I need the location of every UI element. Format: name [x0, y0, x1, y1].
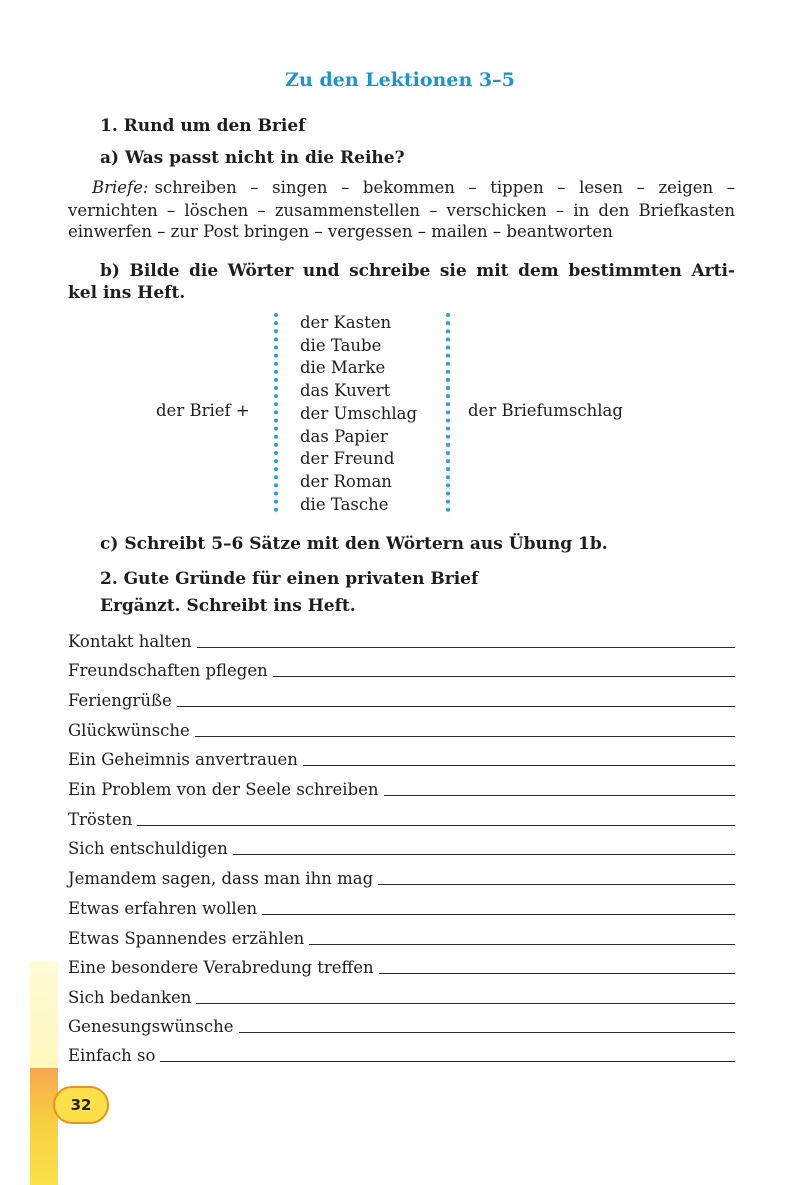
briefe-label: Briefe: — [92, 178, 149, 197]
answer-line[interactable] — [177, 706, 735, 707]
answer-line[interactable] — [196, 1003, 735, 1004]
answer-line[interactable] — [160, 1061, 735, 1062]
exercise-1a-line-3: einwerfen – zur Post bringen – vergessen – mailen – beantworten — [68, 222, 613, 241]
reason-row — [68, 777, 735, 799]
reason-label: Kontakt halten — [68, 632, 192, 651]
answer-line[interactable] — [303, 765, 735, 766]
reason-label: Ein Problem von der Seele schreiben — [68, 780, 379, 799]
answer-line[interactable] — [195, 736, 735, 737]
reason-label: Etwas Spannendes erzählen — [68, 929, 305, 948]
reason-row — [68, 1043, 735, 1065]
exercise-1a-line-2: vernichten – löschen – zusammenstellen – verschicken – in den Briefkasten — [68, 201, 735, 220]
reason-label: Feriengrüße — [68, 691, 172, 710]
reason-row — [68, 658, 735, 680]
reason-row — [68, 926, 735, 948]
answer-line[interactable] — [233, 854, 735, 855]
answer-line[interactable] — [273, 676, 735, 677]
exercise-1b-heading-line-2: kel ins Heft. — [68, 283, 186, 303]
reason-row — [68, 807, 735, 829]
answer-line[interactable] — [379, 973, 735, 974]
word-item: die Taube — [300, 335, 382, 355]
answer-line[interactable] — [197, 647, 735, 648]
reason-label: Sich bedanken — [68, 988, 192, 1007]
right-dotted-divider — [446, 313, 450, 512]
exercise-1a-text-1: schreiben – singen – bekommen – tippen – lesen – zeigen – — [154, 178, 735, 197]
left-dotted-divider — [274, 313, 278, 512]
exercise-1b-heading-line-1: b) Bilde die Wörter und schreibe sie mit dem bestimmten Arti- — [100, 261, 735, 281]
answer-line[interactable] — [137, 825, 735, 826]
reason-row — [68, 718, 735, 740]
word-item: der Roman — [300, 471, 392, 491]
exercise-2-heading: 2. Gute Gründe für einen privaten Brief — [100, 569, 479, 589]
base-word: der Brief + — [156, 401, 250, 420]
reason-label: Freundschaften pflegen — [68, 661, 268, 680]
reason-label: Einfach so — [68, 1046, 156, 1065]
reason-row — [68, 1014, 735, 1036]
word-item: die Tasche — [300, 494, 389, 514]
reason-label: Glückwünsche — [68, 721, 190, 740]
exercise-2-instruction: Ergänzt. Schreibt ins Heft. — [100, 596, 356, 616]
reason-row — [68, 955, 735, 977]
reason-label: Eine besondere Verabredung treffen — [68, 958, 374, 977]
page-title: Zu den Lektionen 3–5 — [285, 69, 515, 91]
answer-line[interactable] — [378, 884, 735, 885]
answer-line[interactable] — [262, 914, 735, 915]
reason-label: Ein Geheimnis anvertrauen — [68, 750, 298, 769]
reason-label: Jemandem sagen, dass man ihn mag — [68, 869, 374, 888]
reason-label: Etwas erfahren wollen — [68, 899, 258, 918]
exercise-1a-line-1 — [68, 176, 735, 199]
exercise-1c-heading: c) Schreibt 5–6 Sätze mit den Wörtern aus Übung 1b. — [100, 534, 608, 554]
word-item: der Umschlag — [300, 403, 418, 423]
word-item: das Kuvert — [300, 381, 391, 401]
page-edge-accent — [30, 1068, 58, 1185]
answer-line[interactable] — [239, 1032, 735, 1033]
word-item: die Marke — [300, 358, 386, 378]
exercise-1-heading: 1. Rund um den Brief — [100, 116, 306, 136]
reason-row — [68, 866, 735, 888]
word-item: der Freund — [300, 449, 395, 469]
page-number: 32 — [53, 1086, 109, 1124]
word-item: der Kasten — [300, 313, 392, 332]
reason-row — [68, 629, 735, 651]
reason-label: Trösten — [68, 810, 133, 829]
answer-line[interactable] — [309, 944, 735, 945]
reason-row — [68, 747, 735, 769]
reason-row — [68, 688, 735, 710]
example-compound: der Briefumschlag — [468, 401, 623, 420]
reason-label: Genesungswünsche — [68, 1017, 234, 1036]
reason-label: Sich entschuldigen — [68, 839, 228, 858]
word-item: das Papier — [300, 426, 388, 446]
reason-row — [68, 896, 735, 918]
word-list — [300, 312, 417, 516]
reason-row — [68, 836, 735, 858]
answer-line[interactable] — [384, 795, 735, 796]
reason-row — [68, 985, 735, 1007]
exercise-1a-heading: a) Was passt nicht in die Reihe? — [100, 148, 405, 168]
